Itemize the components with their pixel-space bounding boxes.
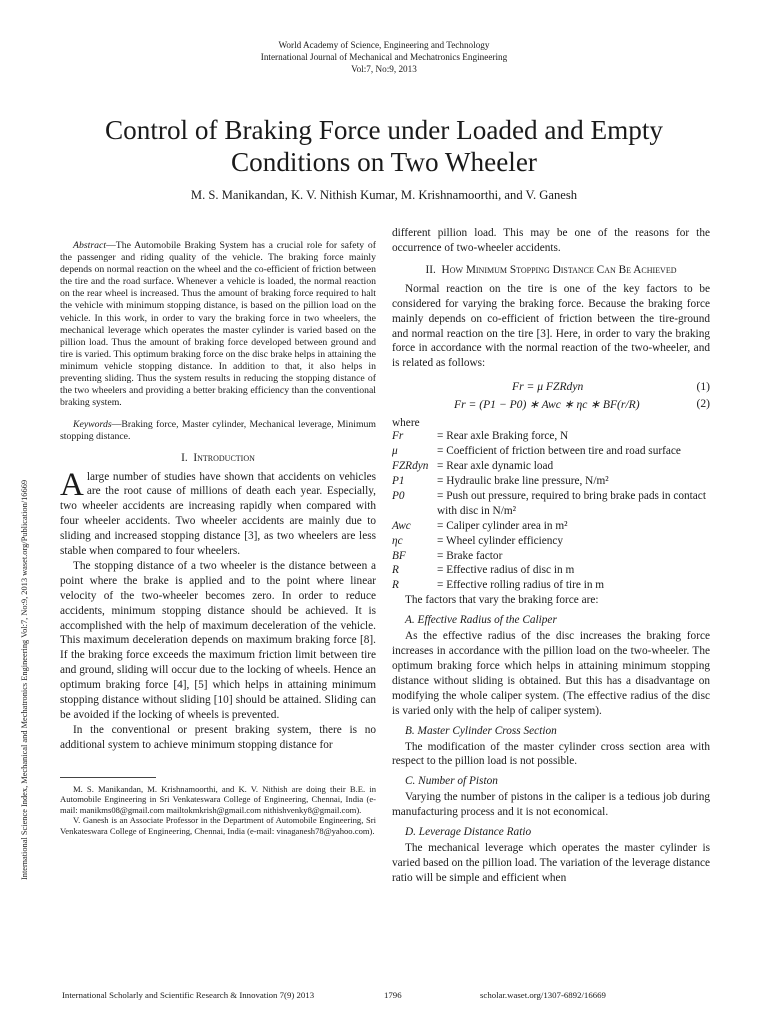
symbol-row xyxy=(392,549,710,564)
footnote-2: V. Ganesh is an Associate Professor in the Department of Automobile Engineering, Sri Venkateswara College of Engineering, Chennai, India (e-mail: vinaganesh78@yahoo.com). xyxy=(60,815,376,836)
subsection-a-paragraph: As the effective radius of the disc increases the braking force increases in accordance with the pillion load on the two-wheeler. The optimum braking force which helps in attaining minimum stopping distance without sliding is obtained. But this has a disadvantage on modifying the whole caliper system. (The effective radius of the disc is varied only with the help of caliper system). xyxy=(392,630,710,717)
equation-1 xyxy=(392,380,710,396)
keywords xyxy=(60,419,376,443)
symbol: BF xyxy=(392,549,406,562)
symbol-definition: = Push out pressure, required to bring brake pads in contact with disc in N/m² xyxy=(437,489,706,517)
page-number: 1796 xyxy=(384,990,402,1000)
symbol-definition: = Brake factor xyxy=(437,549,503,562)
factors-intro: The factors that vary the braking force are: xyxy=(405,594,599,607)
abstract-text: The Automobile Braking System has a crucial role for safety of the passenger and riding quality of the vehicle. The braking force mainly depends on normal reaction on the wheel and the co-efficient of friction between the tire and the road surface. Whenever a vehicle is loaded, the normal reaction on the rear wheel is increased. Thus the amount of braking force required to halt the vehicle with minimum stopping distance, is based on the pillion load on the vehicle. In this work, in order to vary the braking force in two wheelers, the mechanical leverage which operates the master cylinder is varied based on the pillion load. Thus the amount of braking force developed between ground and tire is varied. This optimum braking force on the disc brake helps in attaining the minimum vehicle stopping distance. In addition to that, it also helps in preventing sliding. Thus the system results in reducing the stopping distance of the two wheelers and providing a better braking efficiency than the conventional braking system. xyxy=(60,240,376,409)
intro-paragraph-1 xyxy=(60,466,376,559)
symbol-definition: = Caliper cylinder area in m² xyxy=(437,519,568,532)
subsection-heading-a: A. Effective Radius of the Caliper xyxy=(405,614,557,627)
intro-paragraph-1-text: large number of studies have shown that accidents on vehicles are the root cause of millions of death each year. Especially, two wheeler accidents are increasing rapidly when compared with four wheeler accidents. Two wheeler accidents are mainly due to sliding and increased stopping distance [3], as two wheelers are less stable when compared to four wheelers. xyxy=(60,470,376,558)
footer-journal: International Scholarly and Scientific Research & Innovation 7(9) 2013 xyxy=(62,990,315,1000)
symbol-definition: = Rear axle dynamic load xyxy=(437,460,554,473)
equation-1-number: (1) xyxy=(696,380,710,394)
section-number: I. xyxy=(181,451,188,464)
equation-2-expression: Fr = (P1 − P0) ∗ Awc ∗ ηc ∗ BF(r/R) xyxy=(454,398,640,412)
title-line-1: Control of Braking Force under Loaded and Empty xyxy=(105,115,663,145)
section-heading-stopping-distance xyxy=(392,264,710,276)
symbol-row xyxy=(392,534,710,549)
symbol-definition: = Wheel cylinder efficiency xyxy=(437,534,564,547)
symbol: R xyxy=(392,564,399,577)
symbol: FZRdyn xyxy=(392,460,429,473)
symbol: Awc xyxy=(392,519,411,532)
symbol-row xyxy=(392,563,710,578)
equation-2 xyxy=(392,397,710,413)
symbol-definition: = Effective rolling radius of tire in m xyxy=(437,579,605,592)
symbol-row xyxy=(392,519,710,534)
symbol-row xyxy=(392,444,710,459)
symbol-list xyxy=(392,429,710,593)
symbol-definition: = Hydraulic brake line pressure, N/m² xyxy=(437,474,609,487)
subsection-b-paragraph: The modification of the master cylinder cross section area with respect to the pillion load is not possible. xyxy=(392,740,710,768)
symbol: μ xyxy=(392,445,398,458)
subsection-heading-c: C. Number of Piston xyxy=(405,775,498,788)
drop-cap: A xyxy=(60,466,84,503)
abstract xyxy=(60,240,376,409)
keywords-label: Keywords xyxy=(73,419,112,431)
journal-header xyxy=(0,39,768,76)
paper-title xyxy=(20,114,748,178)
left-column xyxy=(60,240,376,836)
subsection-heading-d: D. Leverage Distance Ratio xyxy=(405,826,532,839)
subsection-heading-b: B. Master Cylinder Cross Section xyxy=(405,724,557,737)
right-column xyxy=(392,226,710,886)
side-citation: International Science Index, Mechanical and Mechatronics Engineering Vol:7, No:9, 2013 waset.org/Publication/16669 xyxy=(20,479,29,880)
intro-paragraph-3: In the conventional or present braking system, there is no additional system to achieve minimum stopping distance for xyxy=(60,723,376,751)
footer-url: scholar.waset.org/1307-6892/16669 xyxy=(480,990,606,1000)
where-label: where xyxy=(392,417,420,430)
symbol-definition: = Coefficient of friction between tire and road surface xyxy=(437,445,681,458)
symbol-row xyxy=(392,474,710,489)
section-number: II. xyxy=(425,263,436,276)
section-title: How Minimum Stopping Distance Can Be Achieved xyxy=(441,263,677,276)
intro-paragraph-2: The stopping distance of a two wheeler is the distance between a point where the brake is applied and to the point where linear velocity of the two-wheeler becomes zero. In order to reduce accidents, minimum stopping distance should be achieved. It is accomplished with the help of maximum deceleration of the vehicle. This maximum deceleration depends on maximum braking force [8]. If the braking force exceeds the maximum friction limit between tire and ground, sliding will occur due to the locking of wheels. Hence an optimum braking force [4], [5] which helps in attaining minimum stopping distance without sliding [10] should be attained. Sliding can be avoided if the locking of wheels is prevented. xyxy=(60,559,376,721)
symbol-definition: = Rear axle Braking force, N xyxy=(437,430,569,443)
symbol-definition: = Effective radius of disc in m xyxy=(437,564,575,577)
abstract-label: Abstract xyxy=(73,240,107,251)
symbol: P1 xyxy=(392,474,405,487)
symbol-row xyxy=(392,489,710,519)
symbol: P0 xyxy=(392,489,405,502)
footnote-1: M. S. Manikandan, M. Krishnamoorthi, and K. V. Nithish are doing their B.E. in Automobile Engineering in Sri Venkateswara College of Engineering, Chennai, India (e-mail: manikms08@gmail.com mailtokmkrish@gmail.com nithishvenky8@gmail.com). xyxy=(60,783,376,815)
section-title: Introduction xyxy=(193,451,255,464)
footnote-divider xyxy=(60,777,156,778)
header-line-2: International Journal of Mechanical and Mechatronics Engineering xyxy=(260,52,508,63)
symbol: ηc xyxy=(392,534,403,547)
section2-paragraph: Normal reaction on the tire is one of the key factors to be considered for varying the braking force. Because the braking force mainly depends on co-efficient of friction between the tire-ground and normal reaction on the tire [3]. Here, in order to vary the braking force in accordance with the normal reaction of the two-wheeler, and is related as follows: xyxy=(392,282,710,370)
symbol: Fr xyxy=(392,430,404,443)
keywords-dash: — xyxy=(111,419,122,431)
keywords-text: Braking force, Master cylinder, Mechanical leverage, Minimum stopping distance. xyxy=(60,419,376,443)
header-line-3: Vol:7, No:9, 2013 xyxy=(351,64,417,75)
symbol-row xyxy=(392,429,710,444)
subsection-d-paragraph: The mechanical leverage which operates the master cylinder is varied based on the pillion load. The variation of the leverage distance ratio will be simple and efficient when xyxy=(392,842,710,884)
header-line-1: World Academy of Science, Engineering and Technology xyxy=(278,40,490,50)
title-line-2: Conditions on Two Wheeler xyxy=(231,147,537,177)
section-heading-introduction xyxy=(60,452,376,464)
symbol-row xyxy=(392,578,710,593)
author-list: M. S. Manikandan, K. V. Nithish Kumar, M. Krishnamoorthi, and V. Ganesh xyxy=(190,188,578,202)
continued-paragraph: different pillion load. This may be one of the reasons for the occurrence of two-wheeler accidents. xyxy=(392,227,710,254)
symbol-row xyxy=(392,459,710,474)
equation-2-number: (2) xyxy=(696,397,710,411)
equation-1-expression: Fr = μ FZRdyn xyxy=(512,380,584,394)
symbol: R xyxy=(392,579,399,592)
abstract-dash: — xyxy=(106,240,116,251)
subsection-c-paragraph: Varying the number of pistons in the caliper is a tedious job during manufacturing process and it is not economical. xyxy=(392,791,710,819)
